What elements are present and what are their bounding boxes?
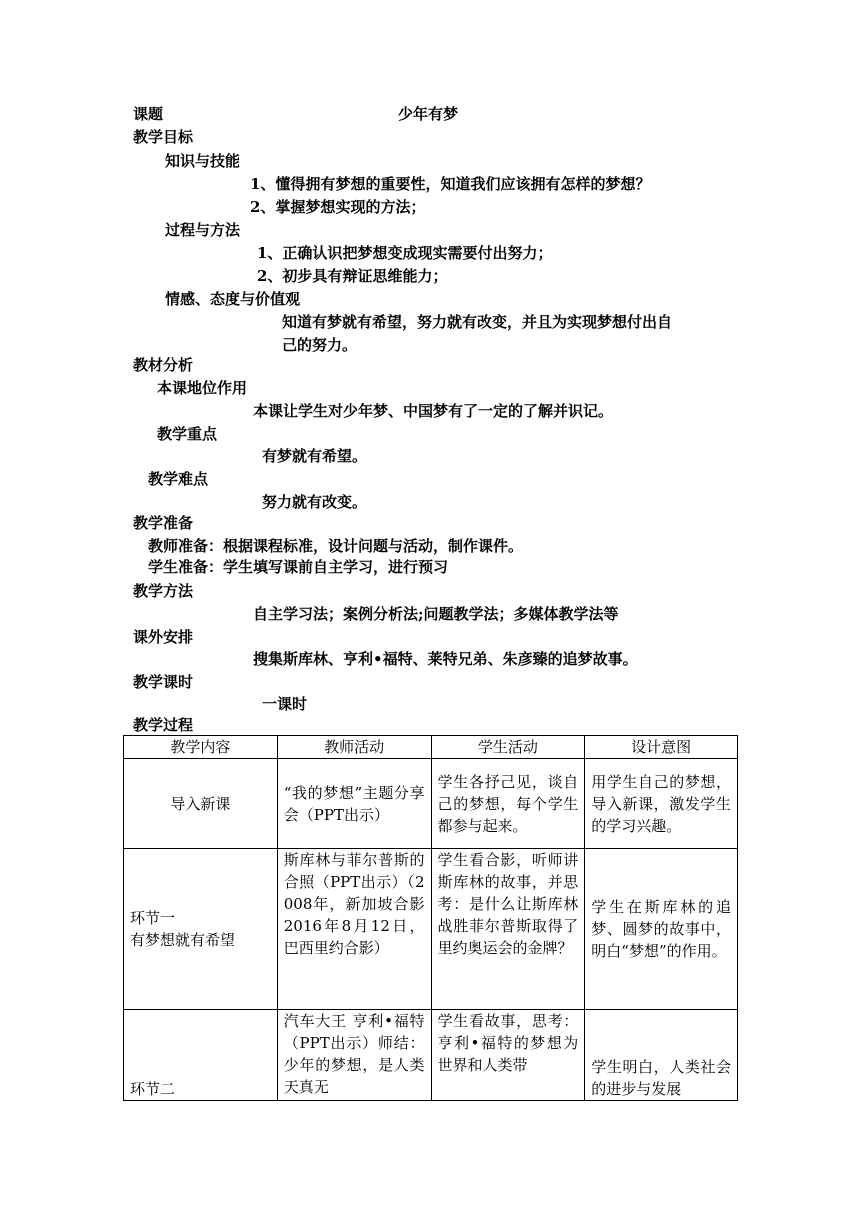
position-label: 本课地位作用 [157, 379, 248, 397]
objectives-heading: 教学目标 [133, 128, 194, 146]
content-text: 环节二 [130, 1080, 176, 1098]
teacher-preparation: 教师准备：根据课程标准，设计问题与活动，制作课件。 [148, 537, 524, 555]
emotion-label: 情感、态度与价值观 [165, 290, 301, 308]
column-header: 学生活动 [431, 736, 585, 759]
student-cell: 学生各抒己见，谈自己的梦想，每个学生都参与起来。 [431, 759, 585, 849]
difficulty-text: 努力就有改变。 [262, 493, 368, 511]
content-text: 有梦想就有希望 [130, 931, 236, 949]
methods-heading: 教学方法 [133, 582, 194, 600]
table-row [124, 1010, 738, 1101]
analysis-heading: 教材分析 [133, 356, 194, 374]
content-cell [124, 759, 278, 849]
content-cell [124, 1010, 278, 1101]
position-text: 本课让学生对少年梦、中国梦有了一定的了解并识记。 [253, 402, 614, 420]
difficulty-label: 教学难点 [148, 470, 209, 488]
teacher-cell: “我的梦想”主题分享会（PPT出示） [277, 759, 431, 849]
column-header: 教师活动 [277, 736, 431, 759]
knowledge-label: 知识与技能 [165, 152, 241, 170]
key-point-text: 有梦就有希望。 [262, 447, 368, 465]
process-table-heading: 教学过程 [133, 716, 194, 734]
teacher-cell: 斯库林与菲尔普斯的合照（PPT出示）（2008年，新加坡合影2016年8月12日，巴西里约合影） [277, 849, 431, 1010]
preparation-heading: 教学准备 [133, 514, 194, 532]
topic-title: 少年有梦 [398, 105, 459, 123]
emotion-line-1: 知道有梦就有希望，努力就有改变，并且为实现梦想付出自 [282, 313, 673, 331]
student-cell: 学生看故事，思考：亨利•福特的梦想为世界和人类带 [431, 1010, 585, 1101]
content-text: 环节一 [130, 909, 176, 927]
table-row [124, 759, 738, 849]
teaching-process-table [123, 735, 738, 1101]
intent-cell: 用学生自己的梦想，导入新课，激发学生的学习兴趣。 [585, 759, 738, 849]
student-preparation: 学生准备：学生填写课前自主学习，进行预习 [148, 558, 449, 576]
intent-cell: 学生在斯库林的追梦、圆梦的故事中，明白“梦想”的作用。 [585, 849, 738, 1010]
column-header: 设计意图 [585, 736, 738, 759]
topic-label: 课题 [133, 105, 164, 123]
content-cell [124, 849, 278, 1010]
process-label: 过程与方法 [165, 221, 241, 239]
column-header: 教学内容 [124, 736, 278, 759]
student-cell: 学生看合影，听师讲斯库林的故事，并思考：是什么让斯库林战胜菲尔普斯取得了里约奥运会的金牌？ [431, 849, 585, 1010]
methods-text: 自主学习法；案例分析法;问题教学法；多媒体教学法等 [253, 605, 619, 623]
table-row [124, 849, 738, 1010]
hours-text: 一课时 [262, 695, 308, 713]
process-item-1: 1、正确认识把梦想变成现实需要付出努力； [257, 244, 553, 262]
table-header-row [124, 736, 738, 759]
knowledge-item-2: 2、掌握梦想实现的方法； [250, 198, 426, 216]
content-text: 导入新课 [170, 794, 231, 813]
knowledge-item-1: 1、懂得拥有梦想的重要性，知道我们应该拥有怎样的梦想？ [250, 175, 651, 193]
extracurricular-heading: 课外安排 [133, 628, 194, 646]
teacher-cell: 汽车大王 亨利•福特（PPT出示）师结：少年的梦想，是人类天真无 [277, 1010, 431, 1101]
intent-cell: 学生明白，人类社会的进步与发展 [585, 1010, 738, 1101]
hours-heading: 教学课时 [133, 673, 194, 691]
extracurricular-text: 搜集斯库林、亨利•福特、莱特兄弟、朱彦臻的追梦故事。 [253, 650, 638, 668]
key-point-label: 教学重点 [157, 425, 218, 443]
emotion-line-2: 己的努力。 [282, 336, 358, 354]
process-item-2: 2、初步具有辩证思维能力； [257, 267, 448, 285]
